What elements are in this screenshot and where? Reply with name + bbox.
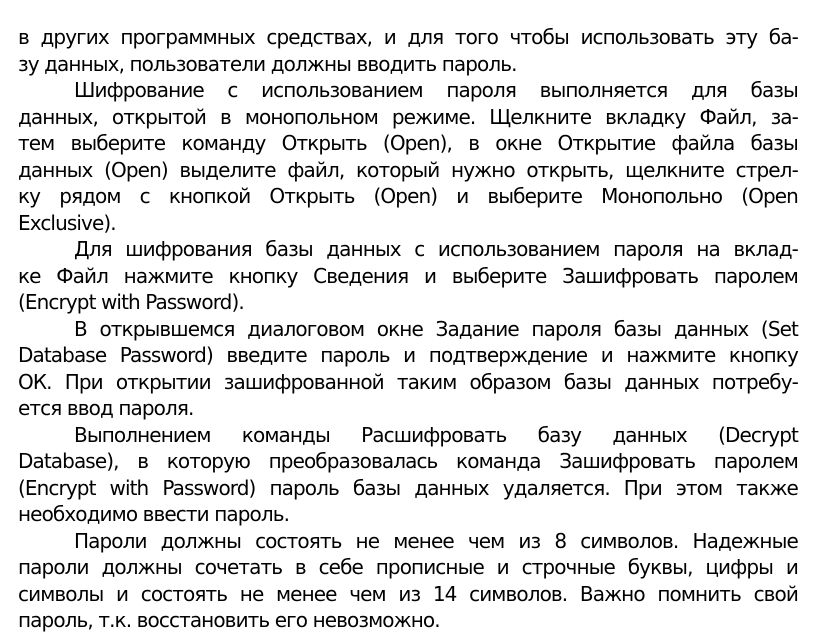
text-line: Шифрование с использованием пароля выполняется для базы bbox=[74, 78, 798, 102]
text-line: В открывшемся диалоговом окне Задание пароля базы данных (Set bbox=[74, 316, 798, 341]
text-line: символы и состоять не менее чем из 14 символов. Важно помнить свой bbox=[18, 581, 798, 606]
text-line: необходимо ввести пароль. bbox=[18, 502, 290, 526]
text-line: ку рядом с кнопкой Открыть (Open) и выберите Монопольно (Open bbox=[18, 184, 798, 208]
paragraph-decrypt-command bbox=[18, 422, 798, 528]
text-line: Database), в которую преобразовалась команда Зашифровать паролем bbox=[18, 449, 798, 473]
text-line: ется ввод пароля. bbox=[18, 396, 194, 420]
text-line: зу данных, пользователи должны вводить пароль. bbox=[18, 51, 517, 76]
text-line: тем выберите команду Открыть (Open), в окне Открытие файла базы bbox=[18, 131, 798, 155]
text-line: (Encrypt with Password). bbox=[18, 290, 244, 314]
paragraph-encrypt-command bbox=[18, 236, 798, 316]
text-line: Выполнением команды Расшифровать базу данных (Decrypt bbox=[74, 422, 798, 447]
text-line: Пароли должны состоять не менее чем из 8 символов. Надежные bbox=[74, 528, 798, 553]
text-line: данных (Open) выделите файл, который нужно открыть, щелкните стрел- bbox=[18, 157, 798, 182]
paragraph-password-requirements bbox=[18, 528, 798, 634]
paragraph-continuation bbox=[18, 24, 798, 77]
paragraph-set-password-dialog bbox=[18, 316, 798, 422]
text-line: Для шифрования базы данных с использованием пароля на вклад- bbox=[74, 237, 798, 261]
text-line: ОК. При открытии зашифрованной таким образом базы данных потребу- bbox=[18, 369, 798, 394]
text-line: Exclusive). bbox=[18, 210, 116, 235]
text-line: пароли должны сочетать в себе прописные и строчные буквы, цифры и bbox=[18, 555, 798, 579]
text-line: ке Файл нажмите кнопку Сведения и выберите Зашифровать паролем bbox=[18, 263, 798, 288]
text-line: пароль, т.к. восстановить его невозможно. bbox=[18, 608, 440, 632]
text-line: Database Password) введите пароль и подтверждение и нажмите кнопку bbox=[18, 343, 798, 367]
document-page bbox=[18, 24, 798, 634]
text-line: (Encrypt with Password) пароль базы данных удаляется. При этом также bbox=[18, 475, 798, 500]
paragraph-encryption-mode bbox=[18, 77, 798, 236]
text-line: данных, открытой в монопольном режиме. Щелкните вкладку Файл, за- bbox=[18, 104, 798, 129]
text-line: в других программных средствах, и для того чтобы использовать эту ба- bbox=[18, 25, 798, 49]
